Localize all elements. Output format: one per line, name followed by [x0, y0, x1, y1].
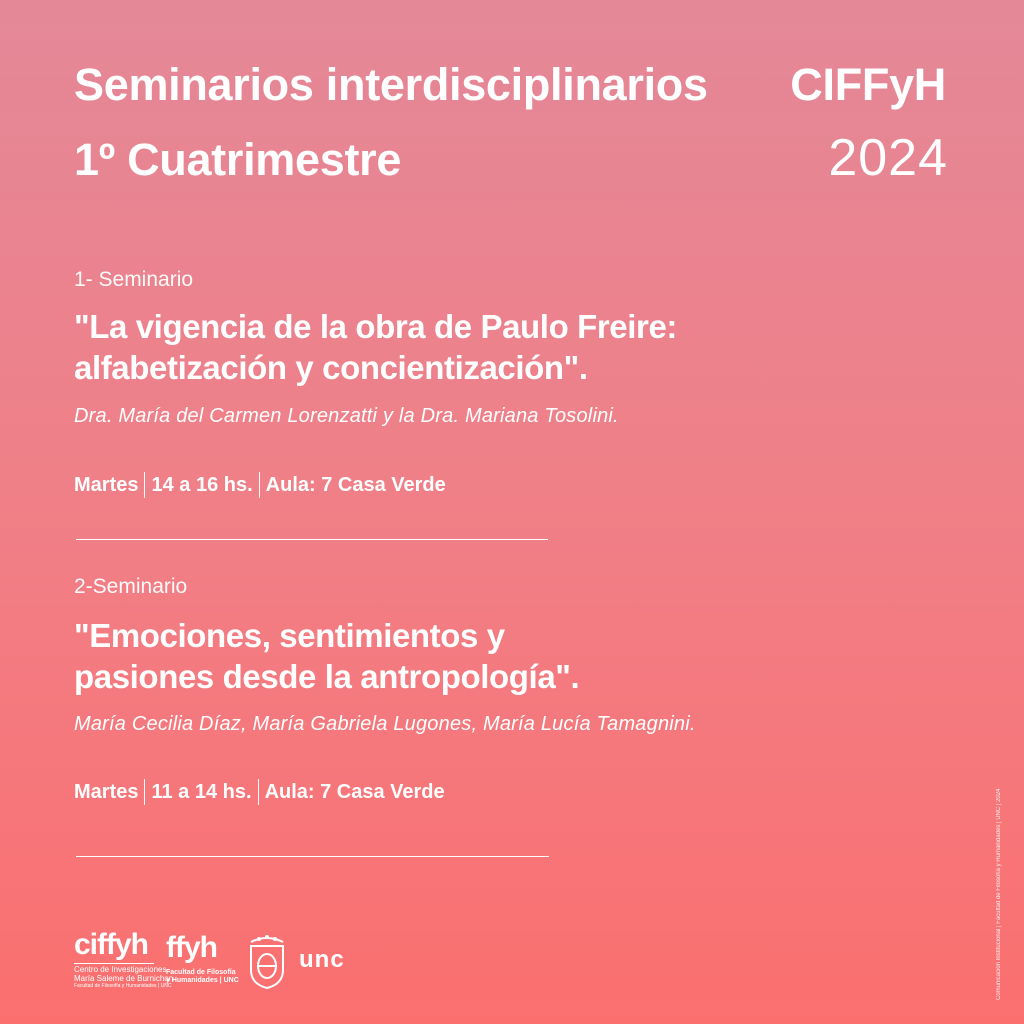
seminar-2-authors: María Cecilia Díaz, María Gabriela Lugones, María Lucía Tamagnini.	[74, 713, 696, 735]
ciffyh-sub1: Centro de Investigaciones	[74, 965, 167, 974]
side-credit-text: Comunicación Institucional | Facultad de Filosofía y Humanidades | UNC | 2024	[996, 788, 1002, 1000]
seminar-1-title-line1: "La vigencia de la obra de Paulo Freire:	[74, 308, 678, 345]
seminar-1-authors: Dra. María del Carmen Lorenzatti y la Dra. Mariana Tosolini.	[74, 405, 619, 427]
ciffyh-sub2: María Saleme de Burnichon	[74, 973, 174, 983]
seminar-2-time: 11 a 14 hs.	[151, 780, 252, 803]
seminar-2-day: Martes	[74, 780, 139, 803]
ffyh-sub2: y Humanidades | UNC	[166, 976, 239, 984]
header-year-text: 2024	[828, 129, 948, 187]
header-year	[828, 128, 948, 188]
seminar-2-room: Aula: 7 Casa Verde	[264, 780, 445, 803]
separator	[144, 779, 145, 805]
header-semester-text: 1º Cuatrimestre	[74, 134, 402, 185]
seminar-1-schedule	[74, 472, 446, 498]
seminar-2-title-line1: "Emociones, sentimientos y	[74, 617, 505, 654]
header-semester	[74, 134, 402, 185]
seminar-2-label: 2-Seminario	[74, 575, 188, 598]
seminar-1-title	[74, 306, 677, 389]
side-credit	[988, 788, 1008, 1000]
seminar-1-label: 1- Seminario	[74, 268, 194, 291]
unc-logo-text: unc	[299, 946, 345, 973]
seminar-2-title-line2: pasiones desde la antropología".	[74, 658, 580, 696]
seminar-1-title-line2: alfabetización y concientización".	[74, 349, 588, 387]
header-title-main: Seminarios interdisciplinarios	[74, 59, 708, 110]
ffyh-logo	[166, 933, 239, 984]
divider	[76, 856, 549, 857]
unc-seal-icon	[245, 932, 289, 990]
divider	[74, 963, 154, 964]
header-org	[790, 59, 946, 110]
divider	[76, 539, 548, 540]
ciffyh-sub3: Facultad de Filosofía y Humanidades | UNC	[74, 982, 172, 989]
header-title	[74, 59, 708, 110]
header-org-name: CIFFyH	[790, 59, 946, 110]
seminar-2-schedule	[74, 779, 445, 805]
seminar-1-room: Aula: 7 Casa Verde	[265, 473, 446, 496]
separator	[144, 472, 145, 498]
seminar-1-day: Martes	[74, 473, 139, 496]
ffyh-sub1: Facultad de Filosofía	[166, 969, 236, 976]
separator	[259, 472, 260, 498]
seminar-1-time: 14 a 16 hs.	[151, 473, 253, 496]
seminar-2-title	[74, 615, 579, 698]
ffyh-logo-text: ffyh	[166, 931, 217, 964]
separator	[258, 779, 259, 805]
ciffyh-logo-text: ciffyh	[74, 928, 149, 961]
ciffyh-logo	[74, 928, 174, 989]
